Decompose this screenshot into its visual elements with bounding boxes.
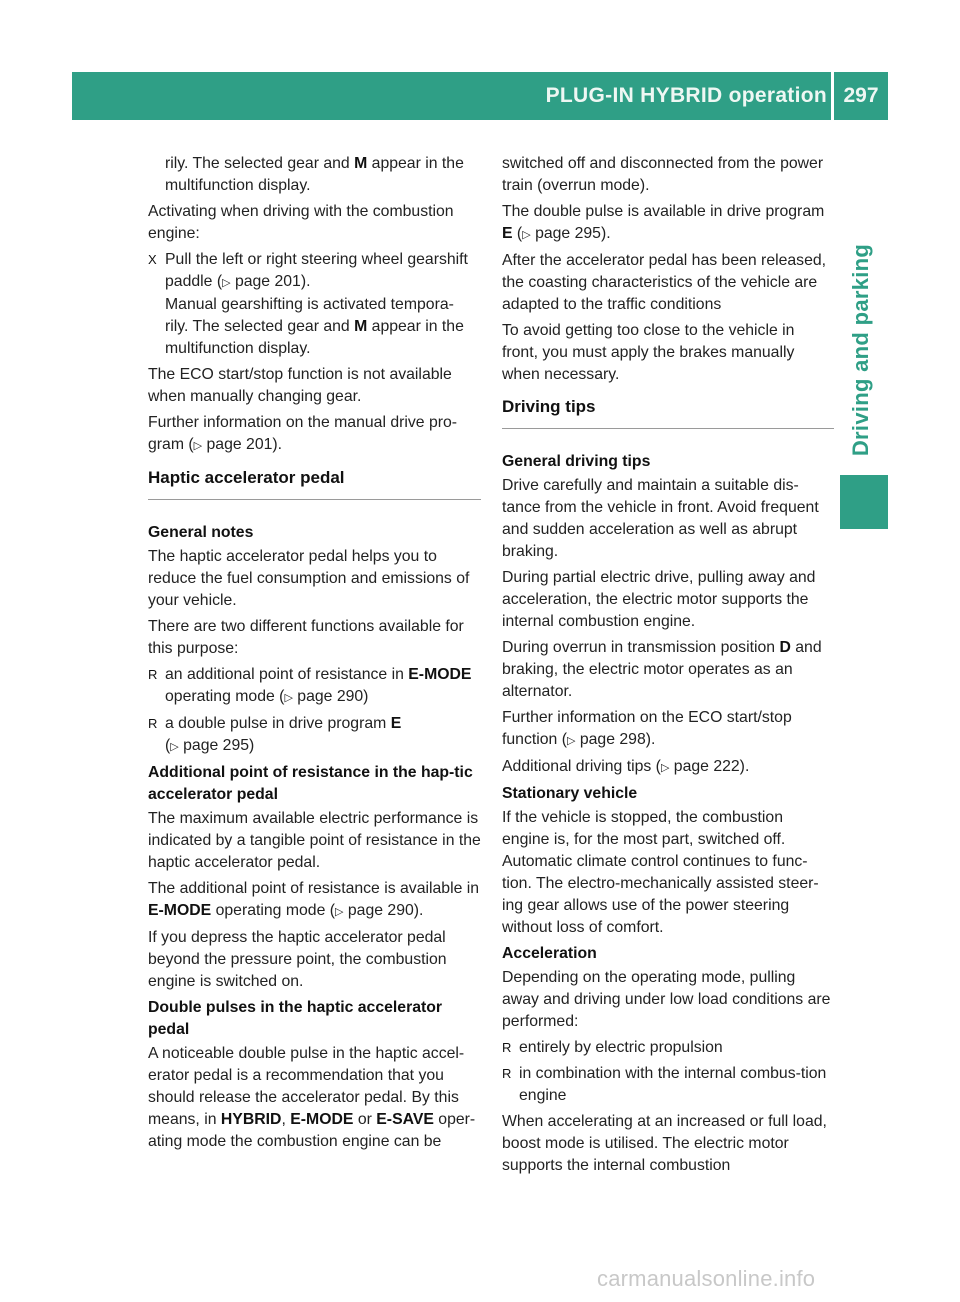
paragraph: Depending on the operating mode, pulling away and driving under low load conditions are performed: (502, 969, 831, 1030)
subheading: General driving tips (502, 453, 651, 470)
paragraph: The maximum available electric performance is indicated by a tangible point of resistance in the haptic accelerator pedal. (148, 810, 481, 871)
page-reference[interactable]: page 295) (183, 737, 255, 754)
bullet-item: R entirely by electric propulsion (502, 1037, 834, 1059)
page-reference[interactable]: page 290) (297, 688, 369, 705)
page-ref-arrow-icon: ▷ (566, 735, 576, 747)
chapter-tab-marker (840, 475, 888, 529)
page-reference[interactable]: page 290). (347, 902, 424, 919)
paragraph: After the accelerator pedal has been released, the coasting characteristics of the vehicle are adapted to the traffic conditions (502, 252, 827, 313)
paragraph: Drive carefully and maintain a suitable dis-tance from the vehicle in front. Avoid frequent and sudden acceleration as well as abrupt braking. (502, 477, 819, 560)
paragraph: To avoid getting too close to the vehicle in front, you must apply the brakes manually when necessary. (502, 322, 795, 383)
subheading: Additional point of resistance in the hap-tic accelerator pedal (148, 764, 473, 803)
paragraph: The haptic accelerator pedal helps you to reduce the fuel consumption and emissions of your vehicle. (148, 548, 470, 609)
page-number: 297 (843, 84, 879, 107)
paragraph: If you depress the haptic accelerator pedal beyond the pressure point, the combustion engine is switched on. (148, 929, 447, 990)
page-reference[interactable]: page 201). (206, 436, 283, 453)
paragraph: Further information on the ECO start/stop function (▷ page 298). (502, 709, 792, 748)
page-ref-arrow-icon: ▷ (522, 229, 531, 241)
bullet-r-icon: R (502, 1040, 512, 1055)
paragraph: Activating when driving with the combustion engine: (148, 203, 454, 242)
chapter-tab-label: Driving and parking (848, 243, 873, 457)
paragraph: There are two different functions available for this purpose: (148, 618, 464, 657)
paragraph: If the vehicle is stopped, the combustion engine is, for the most part, switched off. Automatic climate control continues to func-tion. The electro-mechanically assisted steer-ing gear allows use of the power steering without loss of comfort. (502, 809, 819, 936)
section-heading: Driving tips (502, 396, 834, 429)
page-ref-arrow-icon: ▷ (660, 762, 670, 774)
paragraph: When accelerating at an increased or full load, boost mode is utilised. The electric motor supports the internal combustion (502, 1113, 827, 1174)
subheading: Acceleration (502, 945, 597, 962)
left-column (148, 153, 481, 1157)
bullet-r-icon: R (502, 1066, 512, 1081)
page-ref-arrow-icon: ▷ (335, 906, 344, 918)
page-reference[interactable]: page 298). (579, 731, 656, 748)
section-title: PLUG-IN HYBRID operation (545, 84, 827, 107)
bullet-r-icon: R (148, 716, 158, 731)
subheading: Stationary vehicle (502, 785, 638, 802)
instruction-step: X Pull the left or right steering wheel gearshift paddle (▷ page 201). Manual gearshifting is activated tempora- rily. The selected gear and M appear in the multifunction display. (148, 251, 468, 357)
paragraph: rily. The selected gear and M appear in the multifunction display. (165, 155, 464, 194)
paragraph: Further information on the manual drive pro-gram (▷ page 201). (148, 414, 458, 453)
page-reference[interactable]: page 201). (234, 273, 311, 290)
paragraph: A noticeable double pulse in the haptic accel-erator pedal is a recommendation that you should release the accelerator pedal. By this means, in HYBRID, E-MODE or E-SAVE oper-ating mode the combustion engine can be (148, 1045, 476, 1150)
triangle-right-icon: X (148, 252, 157, 267)
bullet-item: R a double pulse in drive program E (▷ page 295) (148, 715, 402, 754)
paragraph: The double pulse is available in drive program E (▷ page 295). (502, 203, 825, 242)
page-ref-arrow-icon: ▷ (222, 277, 231, 289)
paragraph: switched off and disconnected from the power train (overrun mode). (502, 155, 824, 194)
page-reference[interactable]: page 222). (673, 758, 750, 775)
bullet-item: R an additional point of resistance in E-MODE operating mode (▷ page 290) (148, 666, 472, 705)
subheading: General notes (148, 524, 254, 541)
page-ref-arrow-icon: ▷ (284, 692, 293, 704)
paragraph: Additional driving tips (▷ page 222). (502, 758, 750, 775)
paragraph: The additional point of resistance is available in E-MODE operating mode (▷ page 290). (148, 880, 480, 919)
right-column (502, 153, 834, 1181)
page-reference[interactable]: page 295). (535, 225, 611, 242)
page-ref-arrow-icon: ▷ (170, 741, 179, 753)
paragraph: During partial electric drive, pulling away and acceleration, the electric motor supports the internal combustion engine. (502, 569, 816, 630)
bullet-item: R in combination with the internal combus-tion engine (502, 1065, 827, 1104)
section-heading: Haptic accelerator pedal (148, 467, 481, 500)
paragraph: The ECO start/stop function is not available when manually changing gear. (148, 366, 452, 405)
page-ref-arrow-icon: ▷ (193, 440, 203, 452)
subheading: Double pulses in the haptic accelerator pedal (148, 999, 443, 1038)
paragraph: During overrun in transmission position D and braking, the electric motor operates as an alternator. (502, 639, 822, 700)
watermark: carmanualsonline.info (597, 1266, 816, 1291)
bullet-r-icon: R (148, 667, 158, 682)
